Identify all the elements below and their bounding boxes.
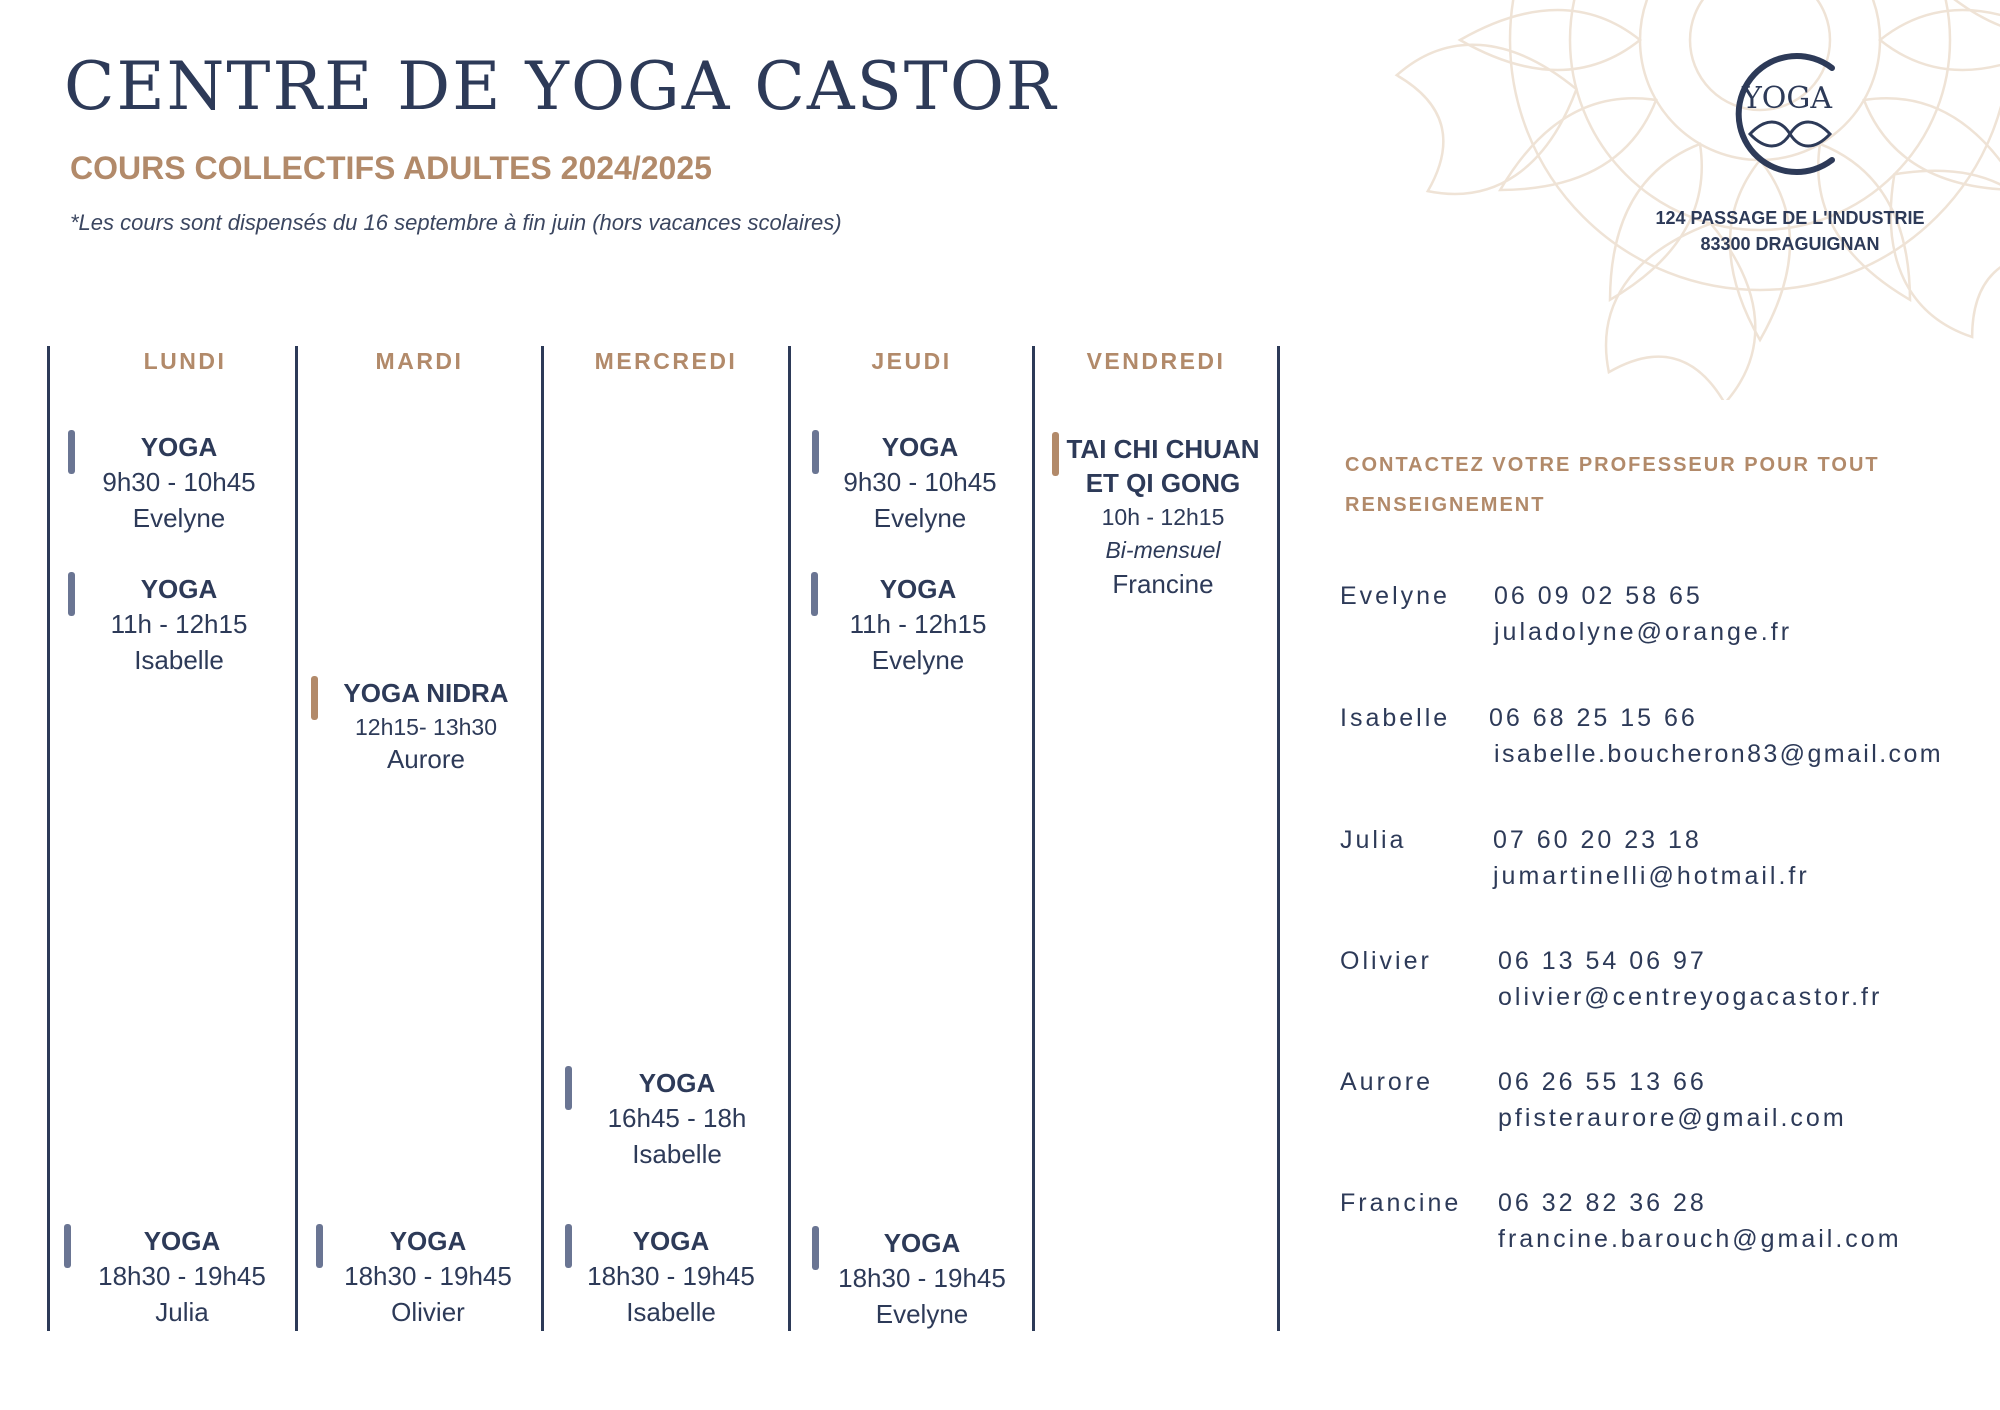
day-header-lundi: LUNDI bbox=[143, 348, 227, 374]
course-time: 11h - 12h15 bbox=[849, 609, 987, 639]
grid-line bbox=[1032, 346, 1035, 1331]
course-frequency: Bi-mensuel bbox=[1105, 537, 1221, 563]
season-note: *Les cours sont dispensés du 16 septembre à fin juin (hors vacances scolaires) bbox=[70, 210, 842, 235]
contact-phone[interactable]: 06 32 82 36 28 bbox=[1498, 1189, 1707, 1217]
mandala-decoration bbox=[1200, 0, 2000, 400]
course-title: YOGA bbox=[632, 1226, 710, 1256]
course-mercredi-yoga-evening bbox=[565, 1224, 767, 1330]
course-teacher: Isabelle bbox=[632, 1139, 722, 1169]
course-time: 9h30 - 10h45 bbox=[102, 467, 256, 497]
contact-email[interactable]: francine.barouch@gmail.com bbox=[1498, 1225, 1902, 1253]
course-title: YOGA bbox=[638, 1068, 716, 1098]
course-title: YOGA bbox=[881, 432, 959, 462]
address-line-2: 83300 DRAGUIGNAN bbox=[1700, 234, 1880, 254]
contact-phone[interactable]: 07 60 20 23 18 bbox=[1493, 826, 1702, 854]
course-title: YOGA bbox=[140, 574, 218, 604]
logo-text: YOGA bbox=[1742, 81, 1833, 116]
course-teacher: Evelyne bbox=[132, 503, 226, 533]
contact-email[interactable]: isabelle.boucheron83@gmail.com bbox=[1494, 740, 1943, 768]
day-header-mercredi: MERCREDI bbox=[594, 348, 738, 374]
course-lundi-yoga-morning bbox=[68, 430, 280, 536]
course-title-line-2: ET QI GONG bbox=[1085, 468, 1241, 498]
contact-phone[interactable]: 06 09 02 58 65 bbox=[1494, 582, 1703, 610]
course-time: 18h30 - 19h45 bbox=[838, 1263, 1006, 1293]
course-time: 18h30 - 19h45 bbox=[587, 1261, 755, 1291]
course-teacher: Evelyne bbox=[875, 1299, 969, 1329]
course-title: YOGA bbox=[879, 574, 957, 604]
course-title: YOGA bbox=[389, 1226, 467, 1256]
course-title: YOGA NIDRA bbox=[343, 678, 509, 708]
course-mardi-yoga-nidra bbox=[311, 676, 531, 774]
course-time: 18h30 - 19h45 bbox=[98, 1261, 266, 1291]
contact-name: Evelyne bbox=[1340, 582, 1450, 610]
course-teacher: Francine bbox=[1112, 569, 1214, 599]
yoga-logo bbox=[1720, 48, 1860, 180]
course-time: 16h45 - 18h bbox=[607, 1103, 747, 1133]
course-marker bbox=[316, 1224, 323, 1268]
course-title: YOGA bbox=[143, 1226, 221, 1256]
grid-line bbox=[788, 346, 791, 1331]
contact-email[interactable]: juladolyne@orange.fr bbox=[1494, 618, 1793, 646]
course-teacher: Aurore bbox=[386, 744, 466, 774]
course-mardi-yoga-evening bbox=[316, 1224, 530, 1330]
address bbox=[1600, 205, 1980, 257]
contact-name: Isabelle bbox=[1340, 704, 1451, 732]
course-teacher: Isabelle bbox=[134, 645, 224, 675]
contact-name: Aurore bbox=[1340, 1068, 1434, 1096]
course-time: 9h30 - 10h45 bbox=[843, 467, 997, 497]
course-marker bbox=[565, 1066, 572, 1110]
contact-email[interactable]: jumartinelli@hotmail.fr bbox=[1493, 862, 1810, 890]
course-marker bbox=[811, 572, 818, 616]
course-jeudi-yoga-morning bbox=[812, 430, 1018, 536]
course-jeudi-yoga-evening bbox=[812, 1226, 1022, 1332]
grid-line bbox=[295, 346, 298, 1331]
grid-line bbox=[1277, 346, 1280, 1331]
course-marker bbox=[311, 676, 318, 720]
course-lundi-yoga-evening bbox=[64, 1224, 290, 1330]
contact-phone[interactable]: 06 13 54 06 97 bbox=[1498, 947, 1707, 975]
contacts-heading: CONTACTEZ VOTRE PROFESSEUR POUR TOUT RENSEIGNEMENT bbox=[1345, 454, 1880, 516]
course-teacher: Julia bbox=[155, 1297, 209, 1327]
course-time: 11h - 12h15 bbox=[110, 609, 248, 639]
course-marker bbox=[68, 430, 75, 474]
address-line-1: 124 PASSAGE DE L'INDUSTRIE bbox=[1655, 208, 1925, 228]
contact-email[interactable]: pfisteraurore@gmail.com bbox=[1498, 1104, 1847, 1132]
course-marker bbox=[565, 1224, 572, 1268]
course-jeudi-yoga-midday bbox=[811, 572, 1015, 678]
course-teacher: Olivier bbox=[391, 1297, 465, 1327]
day-header-jeudi: JEUDI bbox=[871, 348, 952, 374]
course-vendredi-tai-chi bbox=[1052, 432, 1264, 602]
course-marker bbox=[68, 572, 75, 616]
course-teacher: Evelyne bbox=[873, 503, 967, 533]
contact-name: Francine bbox=[1340, 1189, 1462, 1217]
course-time: 12h15- 13h30 bbox=[355, 714, 497, 740]
course-marker bbox=[1052, 432, 1059, 476]
course-title: YOGA bbox=[883, 1228, 961, 1258]
contact-name: Olivier bbox=[1340, 947, 1432, 975]
day-header-vendredi: VENDREDI bbox=[1086, 348, 1226, 374]
course-lundi-yoga-midday bbox=[68, 572, 280, 678]
grid-line bbox=[541, 346, 544, 1331]
course-time: 18h30 - 19h45 bbox=[344, 1261, 512, 1291]
course-marker bbox=[812, 1226, 819, 1270]
contact-email[interactable]: olivier@centreyogacastor.fr bbox=[1498, 983, 1883, 1011]
contact-name: Julia bbox=[1340, 826, 1407, 854]
day-header-mardi: MARDI bbox=[375, 348, 464, 374]
page-title: CENTRE DE YOGA CASTOR bbox=[64, 48, 1058, 125]
course-marker bbox=[64, 1224, 71, 1268]
course-teacher: Evelyne bbox=[871, 645, 965, 675]
course-title-line-1: TAI CHI CHUAN bbox=[1066, 434, 1260, 464]
page-subtitle: COURS COLLECTIFS ADULTES 2024/2025 bbox=[70, 150, 712, 186]
contact-phone[interactable]: 06 68 25 15 66 bbox=[1489, 704, 1698, 732]
course-mercredi-yoga-afternoon bbox=[565, 1066, 779, 1172]
course-teacher: Isabelle bbox=[626, 1297, 716, 1327]
course-time: 10h - 12h15 bbox=[1101, 504, 1225, 530]
course-marker bbox=[812, 430, 819, 474]
course-title: YOGA bbox=[140, 432, 218, 462]
contact-phone[interactable]: 06 26 55 13 66 bbox=[1498, 1068, 1707, 1096]
grid-line bbox=[47, 346, 50, 1331]
